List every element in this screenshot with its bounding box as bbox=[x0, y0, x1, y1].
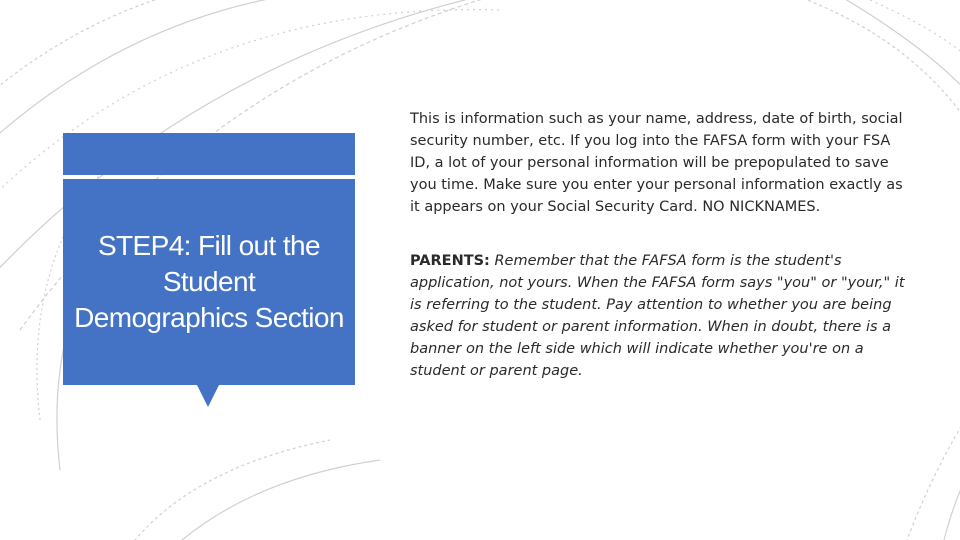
parents-label: PARENTS: bbox=[410, 253, 490, 269]
decorative-arc bbox=[830, 0, 960, 120]
slide-body bbox=[410, 108, 910, 382]
decorative-arc bbox=[940, 430, 960, 540]
parents-note: Remember that the FAFSA form is the student's application, not yours. When the FAFSA form says "you" or "your," it is referring to the student. Pay attention to whether you are being asked for student or parent information. When in doubt, there is a banner on the left side which will indicate whether you're on a student or parent page. bbox=[410, 253, 905, 379]
slide-title: STEP4: Fill out the Student Demographics Section bbox=[74, 230, 344, 333]
body-paragraph-2 bbox=[410, 250, 910, 382]
decorative-arc bbox=[120, 440, 330, 540]
title-box bbox=[63, 179, 355, 385]
title-pointer-arrow bbox=[197, 385, 219, 407]
body-paragraph-1: This is information such as your name, address, date of birth, social security number, etc. If you log into the FAFSA form with your FSA ID, a lot of your personal information will be prepopulated to save you time. Make sure you enter your personal information exactly as it appears on your Social Security Card. NO NICKNAMES. bbox=[410, 111, 903, 215]
title-accent-band bbox=[63, 133, 355, 175]
decorative-arc bbox=[160, 460, 380, 540]
